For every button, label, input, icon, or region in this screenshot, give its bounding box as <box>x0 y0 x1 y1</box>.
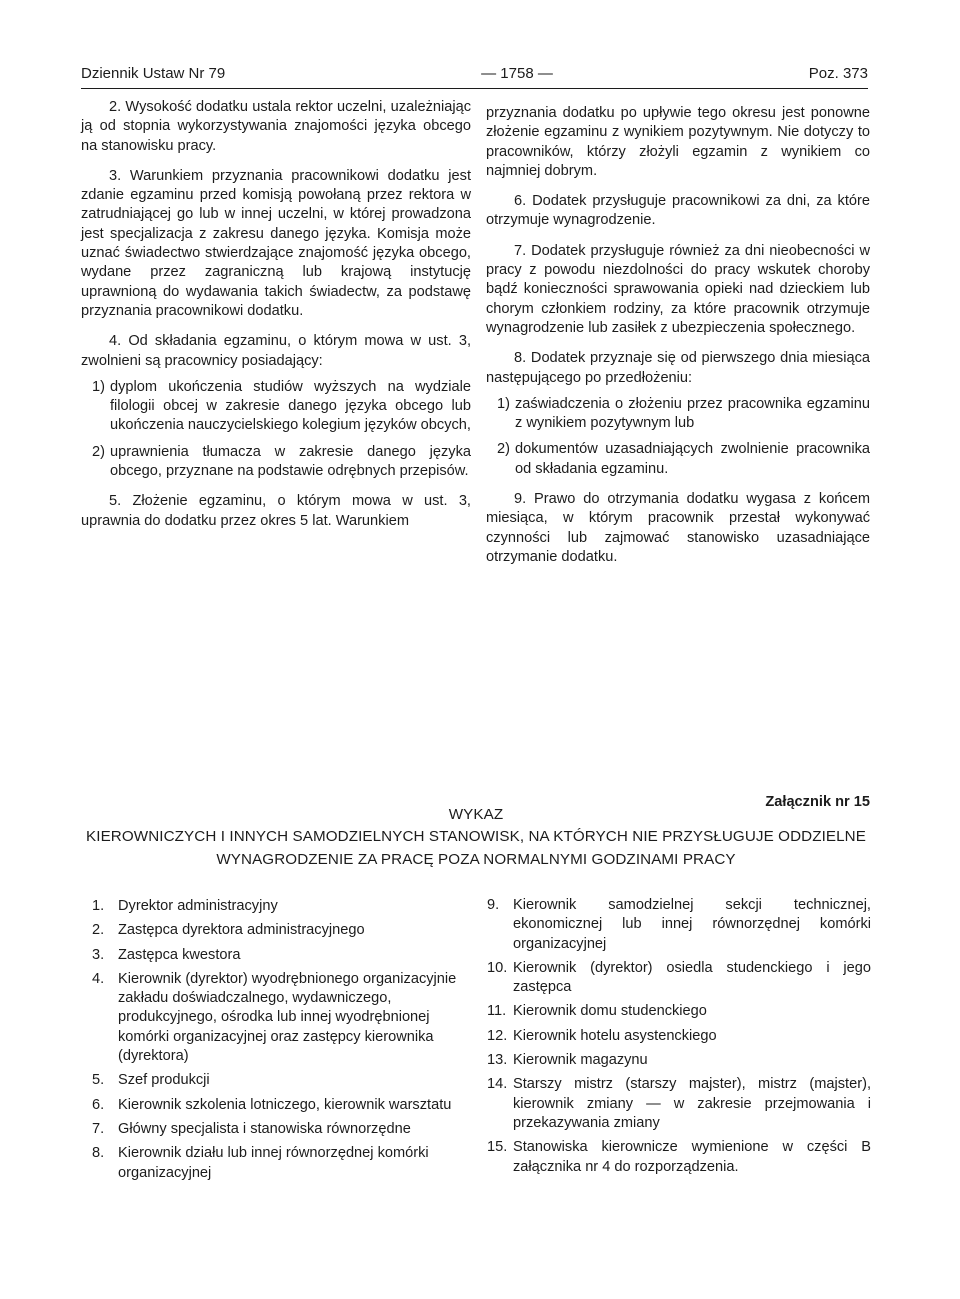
paragraph-9: 9. Prawo do otrzymania dodatku wygasa z końcem miesiąca, w którym pracownik przestał wykonywać czynności lub zajmować stanowisko uzasadniające otrzymanie dodatku. <box>486 491 870 565</box>
paragraph-4-list <box>81 378 471 481</box>
page-number: — 1758 — <box>481 65 553 82</box>
annex-list-left <box>92 897 470 1183</box>
paragraph-5-continued: przyznania dodatku po upływie tego okresu jest ponowne złożenie egzaminu z wynikiem pozytywnym. Nie dotyczy to pracowników, którzy złożyli egzamin z wynikiem co najmniej dobrym. <box>486 105 870 179</box>
list-item: 4. Kierownik (dyrektor) wyodrębnionego organizacyjnie zakładu doświadczalnego, wydawniczego, produkcyjnego, ośrodka lub innej wyodrębnionej komórki organizacyjnej oraz zastępcy kierownika (dyrektora) <box>92 970 457 1065</box>
header-rule <box>81 88 868 89</box>
list-item: 3. Zastępca kwestora <box>92 946 241 963</box>
list-item: 1. Dyrektor administracyjny <box>92 898 278 914</box>
left-column <box>81 98 471 531</box>
list-item: 2) dokumentów uzasadniających zwolnienie pracownika od składania egzaminu. <box>497 441 870 477</box>
annex-label: Załącznik nr 15 <box>765 794 870 810</box>
journal-name: Dziennik Ustaw Nr 79 <box>81 65 226 82</box>
annex-title: WYKAZ <box>448 806 504 823</box>
list-item: 12. Kierownik hotelu asystenckiego <box>487 1027 717 1044</box>
annex-list-right <box>487 896 871 1177</box>
paragraph-4: 4. Od składania egzaminu, o którym mowa w ust. 3, zwolnieni są pracownicy posiadający: <box>81 333 471 369</box>
right-column <box>486 104 870 567</box>
paragraph-6: 6. Dodatek przysługuje pracownikowi za dni, za które otrzymuje wynagrodzenie. <box>486 193 870 229</box>
page-header <box>81 64 868 84</box>
list-item: 11. Kierownik domu studenckiego <box>487 1003 707 1020</box>
paragraph-3: 3. Warunkiem przyznania pracownikowi dodatku jest zdanie egzaminu przed komisją powołaną przez rektora w zatrudniającej go lub w innej uczelni, w której prowadzona jest specjalizacja z zakresu danego języka. Komisja może uznać świadectwo stwierdzające znajomość języka obcego, wydane przez zagraniczną lub krajową instytucję uprawnioną do wydawania takich świadectw, za podstawę przyznania pracownikowi dodatku. <box>81 167 471 319</box>
paragraph-7: 7. Dodatek przysługuje również za dni nieobecności w pracy z powodu niezdolności do pracy wskutek choroby bądź konieczności sprawowania opieki nad dzieckiem lub chorym członkiem rodziny, za które pracownik otrzymuje wynagrodzenie lub zasiłek z ubezpieczenia społecznego. <box>486 242 870 336</box>
list-item: 5. Szef produkcji <box>92 1072 210 1089</box>
list-item: 1) dyplom ukończenia studiów wyższych na wydziale filologii obcej w zakresie danego języka obcego lub ukończenia nauczycielskiego kolegium języków obcych, <box>92 378 471 434</box>
annex-subtitle-line-2: WYNAGRODZENIE ZA PRACĘ POZA NORMALNYMI GODZINAMI PRACY <box>216 851 736 868</box>
list-item: 7. Główny specjalista i stanowiska równorzędne <box>92 1120 411 1137</box>
list-item: 13. Kierownik magazynu <box>487 1052 648 1069</box>
position-number: Poz. 373 <box>808 65 868 82</box>
list-item: 8. Kierownik działu lub innej równorzędnej komórki organizacyjnej <box>92 1145 429 1181</box>
paragraph-8: 8. Dodatek przyznaje się od pierwszego dnia miesiąca następującego po przedłożeniu: <box>486 350 870 386</box>
list-item: 2. Zastępca dyrektora administracyjnego <box>92 922 365 939</box>
list-item: 6. Kierownik szkolenia lotniczego, kierownik warsztatu <box>92 1096 452 1113</box>
paragraph-2: 2. Wysokość dodatku ustala rektor uczelni, uzależniając ją od stopnia wykorzystywania znajomości języka obcego na stanowisku pracy. <box>81 99 471 154</box>
list-item: 9. Kierownik samodzielnej sekcji technicznej, ekonomicznej lub innej równorzędnej komórki organizacyjnej <box>487 897 871 952</box>
list-item: 15. Stanowiska kierownicze wymienione w części B załącznika nr 4 do rozporządzenia. <box>487 1139 871 1175</box>
annex-subtitle-line-1: KIEROWNICZYCH I INNYCH SAMODZIELNYCH STANOWISK, NA KTÓRYCH NIE PRZYSŁUGUJE ODDZIELNE <box>86 828 866 845</box>
list-item: 1) zaświadczenia o złożeniu przez pracownika egzaminu z wynikiem pozytywnym lub <box>497 395 870 432</box>
list-item: 2) uprawnienia tłumacza w zakresie danego języka obcego, przyznane na podstawie odrębnych przepisów. <box>92 443 471 480</box>
list-item: 14. Starszy mistrz (starszy majster), mistrz (majster), kierownik zmiany — w zakresie przejmowania i przekazywania zmiany <box>487 1076 871 1131</box>
list-item: 10. Kierownik (dyrektor) osiedla studenckiego i jego zastępca <box>487 959 871 996</box>
paragraph-5: 5. Złożenie egzaminu, o którym mowa w ust. 3, uprawnia do dodatku przez okres 5 lat. Warunkiem <box>81 493 471 529</box>
paragraph-8-list <box>486 395 870 479</box>
